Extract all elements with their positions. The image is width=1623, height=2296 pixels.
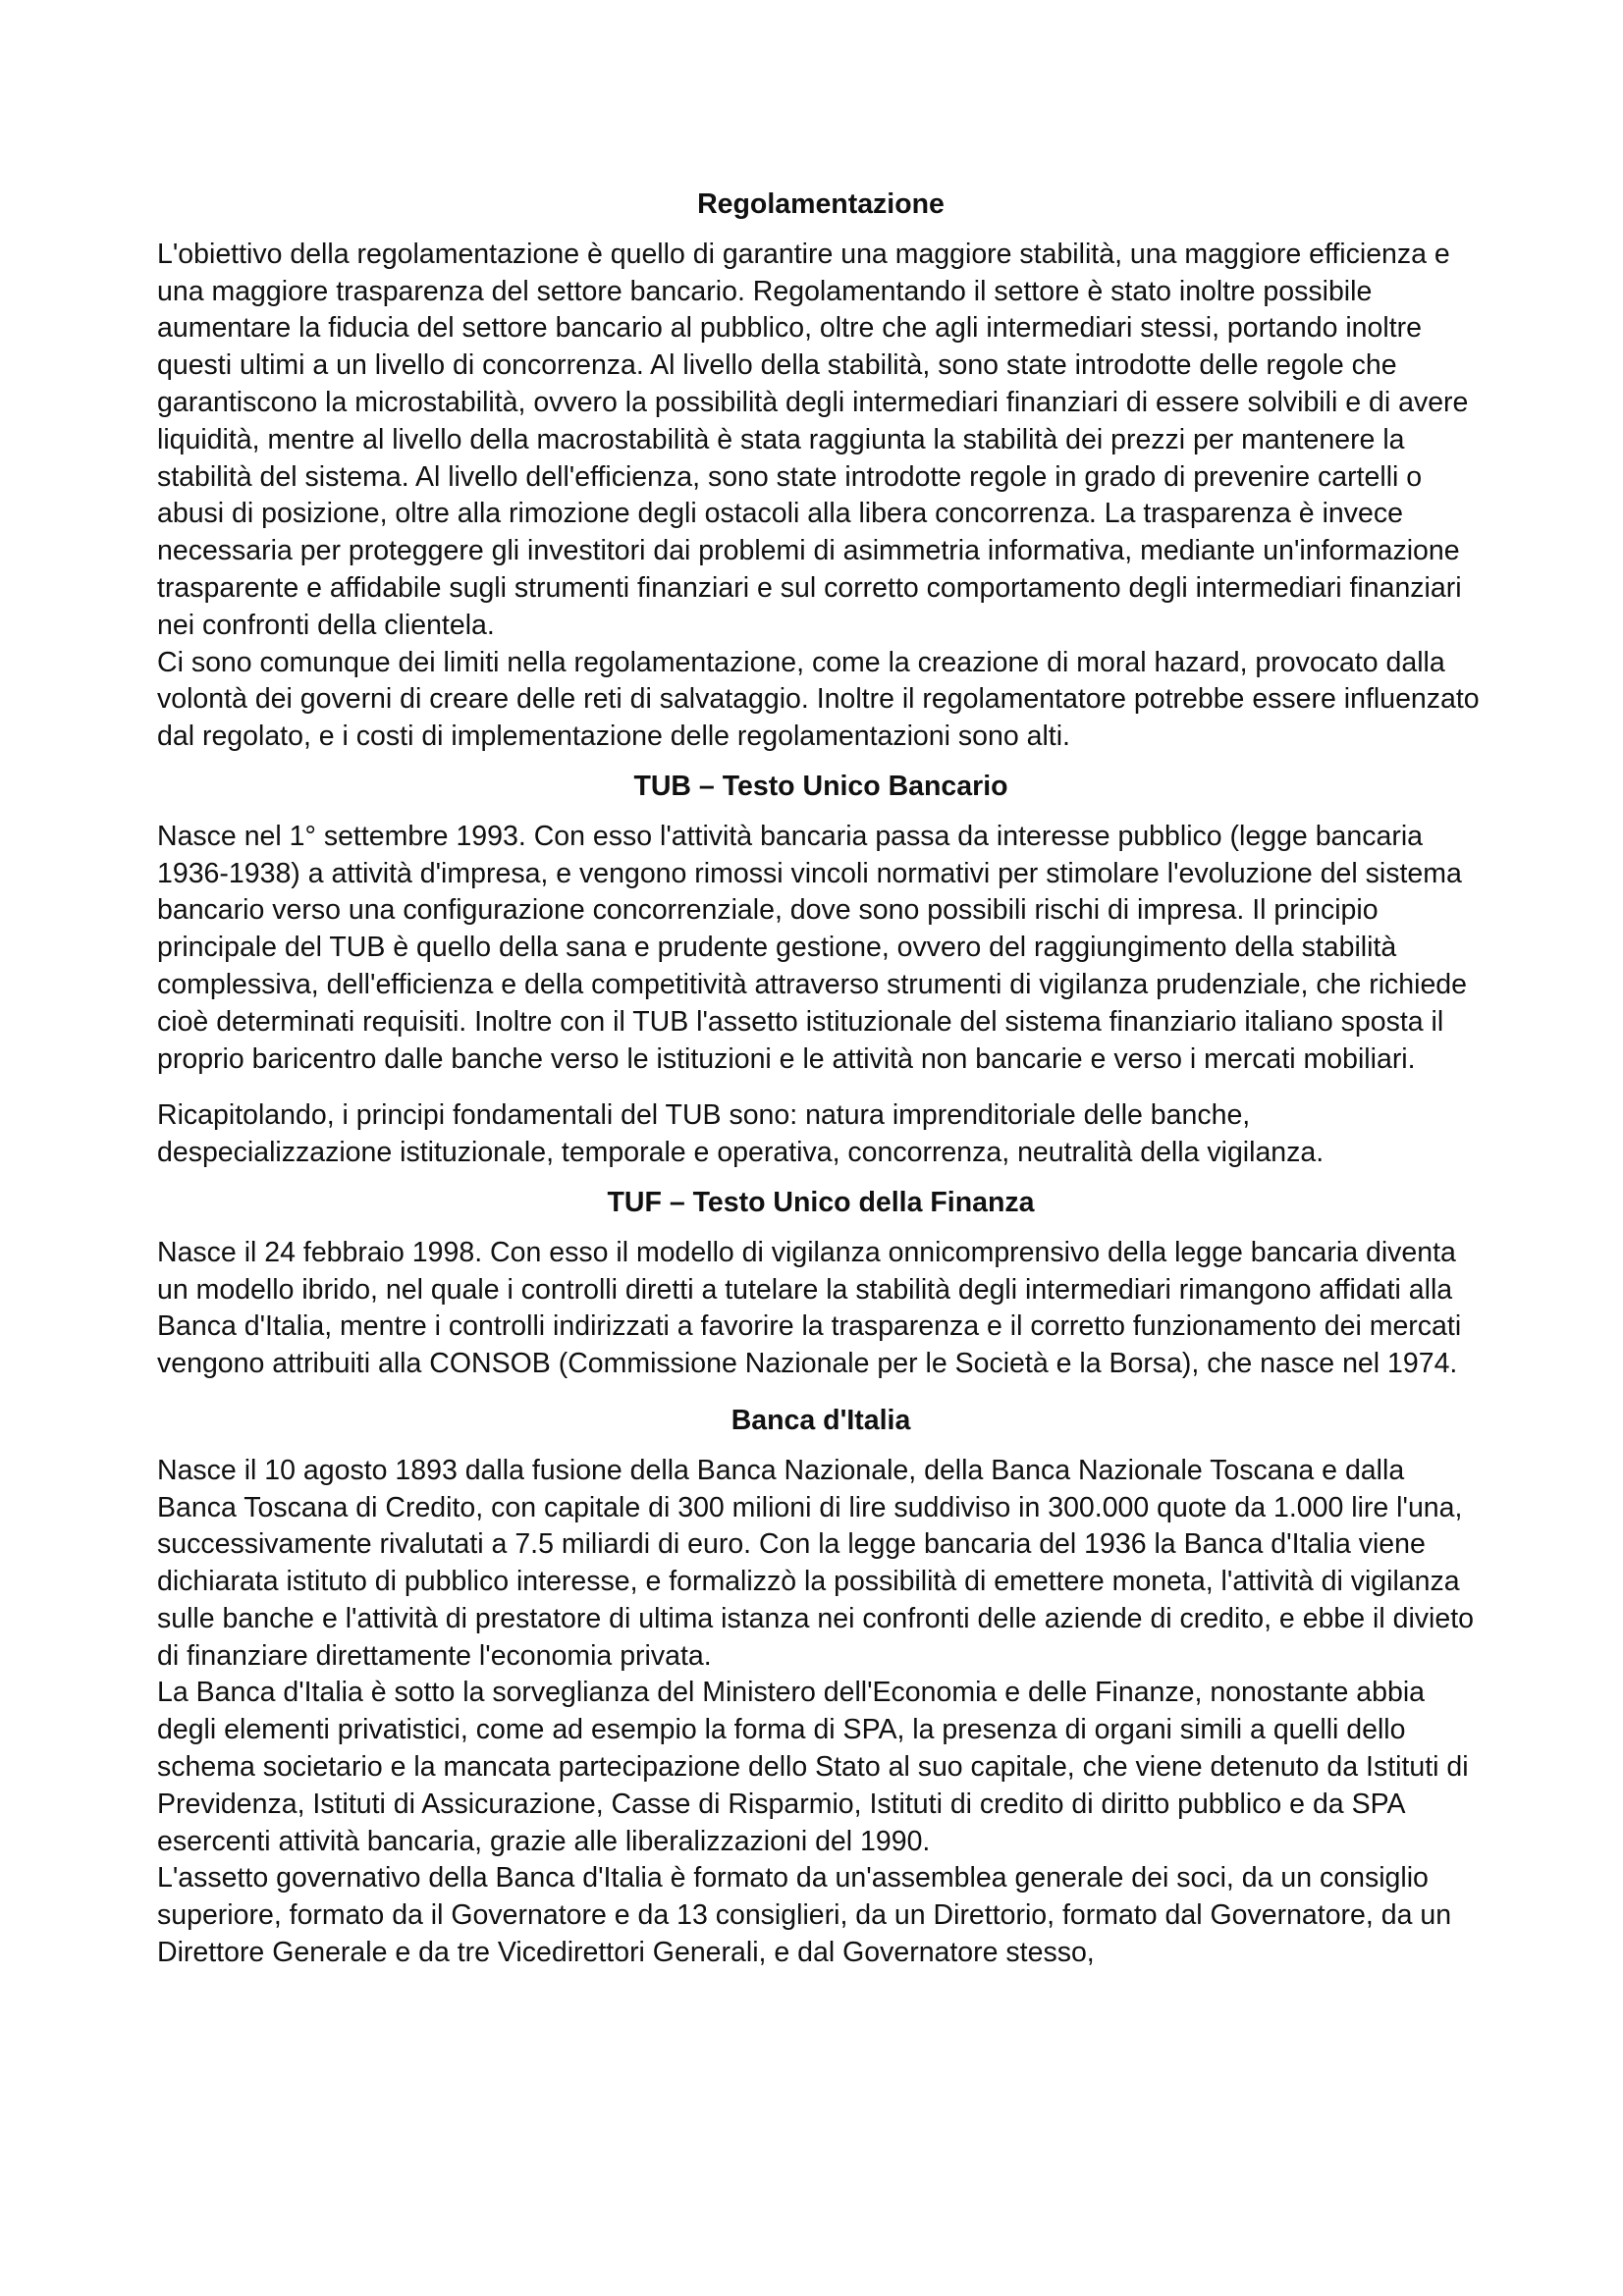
document-page [157,187,1485,1972]
paragraph-tub-2: Ricapitolando, i principi fondamentali del TUB sono: natura imprenditoriale delle banche, despecializzazione istituzionale, temporale e operativa, concorrenza, neutralità della vigilanza. [157,1099,1325,1169]
section-heading-regolamentazione: Regolamentazione [697,188,945,220]
section-heading-tub: TUB – Testo Unico Bancario [633,770,1008,802]
paragraph-banca-italia-2: La Banca d'Italia è sotto la sorveglianza del Ministero dell'Economia e delle Finanze, nonostante abbia degli elementi privatistici, come ad esempio la forma di SPA, la presenza di organi simili a quelli dello schema societario e la mancata partecipazione dello Stato al suo capitale, che viene detenuto da Istituti di Previdenza, Istituti di Assicurazione, Casse di Risparmio, Istituti di credito di diritto pubblico e da SPA esercenti attività bancaria, grazie alle liberalizzazioni del 1990. [157,1677,1469,1857]
paragraph-tuf-1: Nasce il 24 febbraio 1998. Con esso il modello di vigilanza onnicomprensivo della legge bancaria diventa un modello ibrido, nel quale i controlli diretti a tutelare la stabilità degli intermediari rimangono affidati alla Banca d'Italia, mentre i controlli indirizzati a favorire la trasparenza e il corretto funzionamento dei mercati vengono attribuiti alla CONSOB (Commissione Nazionale per le Società e la Borsa), che nasce nel 1974. [157,1236,1462,1380]
paragraph-banca-italia-1: Nasce il 10 agosto 1893 dalla fusione della Banca Nazionale, della Banca Nazionale Toscana e dalla Banca Toscana di Credito, con capitale di 300 milioni di lire suddiviso in 300.000 quote da 1.000 lire l'una, successivamente rivalutati a 7.5 miliardi di euro. Con la legge bancaria del 1936 la Banca d'Italia viene dichiarata istituto di pubblico interesse, e formalizzò la possibilità di emettere moneta, l'attività di vigilanza sulle banche e l'attività di prestatore di ultima istanza nei confronti delle aziende di credito, e ebbe il divieto di finanziare direttamente l'economia privata. [157,1454,1474,1672]
section-heading-tuf: TUF – Testo Unico della Finanza [607,1186,1035,1218]
paragraph-spacer [157,1078,1485,1097]
paragraph-banca-italia-3: L'assetto governativo della Banca d'Italia è formato da un'assemblea generale dei soci, da un consiglio superiore, formato da il Governatore e da 13 consiglieri, da un Direttorio, formato dal Governatore, da un Direttore Generale e da tre Vicedirettori Generali, e dal Governatore stesso, [157,1862,1452,1969]
paragraph-spacer [157,1383,1485,1403]
paragraph-regolamentazione-2: Ci sono comunque dei limiti nella regolamentazione, come la creazione di moral hazard, provocato dalla volontà dei governi di creare delle reti di salvataggio. Inoltre il regolamentatore potrebbe essere influenzato dal regolato, e i costi di implementazione delle regolamentazioni sono alti. [157,646,1480,753]
paragraph-tub-1: Nasce nel 1° settembre 1993. Con esso l'attività bancaria passa da interesse pubblico (legge bancaria 1936-1938) a attività d'impresa, e vengono rimossi vincoli normativi per stimolare l'evoluzione del sistema bancario verso una configurazione concorrenziale, dove sono possibili rischi di impresa. Il principio principale del TUB è quello della sana e prudente gestione, ovvero del raggiungimento della stabilità complessiva, dell'efficienza e della competitività attraverso strumenti di vigilanza prudenziale, che richiede cioè determinati requisiti. Inoltre con il TUB l'assetto istituzionale del sistema finanziario italiano sposta il proprio baricentro dalle banche verso le istituzioni e le attività non bancarie e verso i mercati mobiliari. [157,820,1468,1075]
paragraph-regolamentazione-1: L'obiettivo della regolamentazione è quello di garantire una maggiore stabilità, una maggiore efficienza e una maggiore trasparenza del settore bancario. Regolamentando il settore è stato inoltre possibile aumentare la fiducia del settore bancario al pubblico, oltre che agli intermediari stessi, portando inoltre questi ultimi a un livello di concorrenza. Al livello della stabilità, sono state introdotte delle regole che garantiscono la microstabilità, ovvero la possibilità degli intermediari finanziari di essere solvibili e di avere liquidità, mentre al livello della macrostabilità è stata raggiunta la stabilità dei prezzi per mantenere la stabilità del sistema. Al livello dell'efficienza, sono state introdotte regole in grado di prevenire cartelli o abusi di posizione, oltre alla rimozione degli ostacoli alla libera concorrenza. La trasparenza è invece necessaria per proteggere gli investitori dai problemi di asimmetria informativa, mediante un'informazione trasparente e affidabile sugli strumenti finanziari e sul corretto comportamento degli intermediari finanziari nei confronti della clientela. [157,238,1469,641]
section-heading-banca-italia: Banca d'Italia [730,1404,911,1436]
